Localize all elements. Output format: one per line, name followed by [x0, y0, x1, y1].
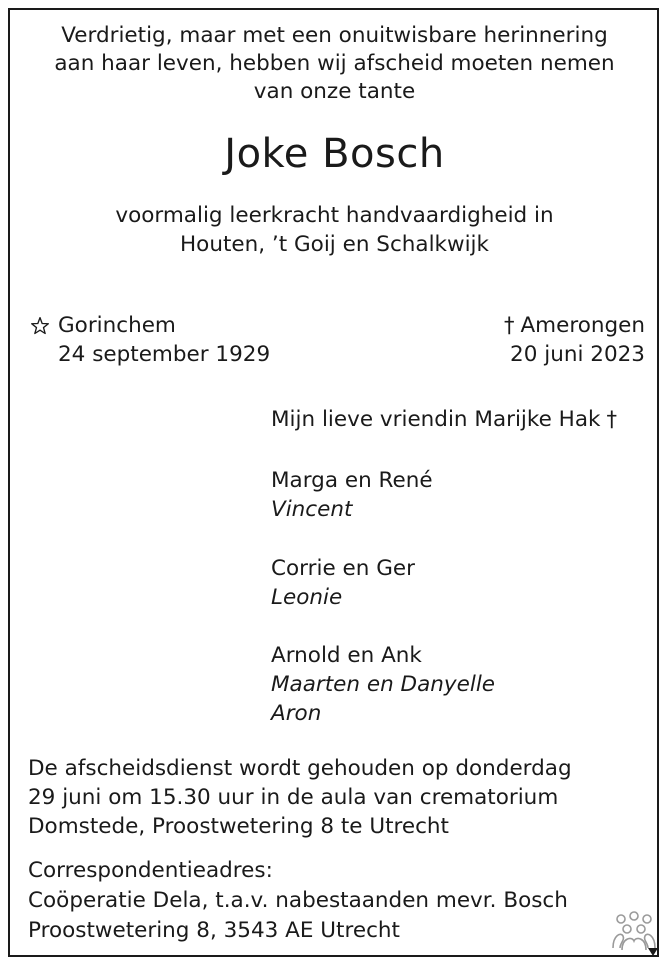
family-group-child: Aron [271, 701, 322, 726]
death-info [504, 311, 645, 369]
family-group [271, 641, 495, 728]
correspondence-address [28, 856, 568, 946]
family-group-child: Maarten en Danyelle [271, 672, 496, 697]
intro-line-2: aan haar leven, hebben wij afscheid moeten nemen [54, 51, 615, 76]
occupation-line-1: voormalig leerkracht handvaardigheid in [115, 203, 554, 228]
friend-name: Mijn lieve vriendin Marijke Hak [271, 407, 601, 432]
family-group-child: Leonie [271, 585, 343, 610]
intro-line-1: Verdrietig, maar met een onuitwisbare herinnering [61, 23, 608, 48]
address-line-2: Proostwetering 8, 3543 AE Utrecht [28, 918, 400, 943]
family-group-child: Vincent [271, 497, 353, 522]
cross-icon: † [606, 407, 617, 431]
star-icon [30, 316, 50, 336]
death-date: 20 juni 2023 [510, 342, 645, 367]
address-line-1: Coöperatie Dela, t.a.v. nabestaanden mevr. Bosch [28, 888, 568, 913]
occupation-text [0, 201, 669, 259]
intro-line-3: van onze tante [253, 79, 416, 104]
family-group-names: Arnold en Ank [271, 643, 422, 668]
intro-text [0, 22, 669, 106]
service-line-2: 29 juni om 15.30 uur in de aula van crematorium [28, 785, 559, 810]
birth-place: Gorinchem [58, 313, 176, 338]
deceased-name: Joke Bosch [224, 131, 445, 177]
service-info [28, 754, 572, 841]
address-label: Correspondentieadres: [28, 858, 273, 883]
birth-info [30, 311, 270, 369]
people-group-logo-icon [608, 910, 660, 960]
family-group-names: Marga en René [271, 468, 433, 493]
occupation-line-2: Houten, ’t Goij en Schalkwijk [180, 232, 489, 257]
family-group [271, 466, 433, 524]
service-line-1: De afscheidsdienst wordt gehouden op donderdag [28, 756, 572, 781]
family-group [271, 554, 415, 612]
service-line-3: Domstede, Proostwetering 8 te Utrecht [28, 814, 449, 839]
friend-line [271, 405, 617, 434]
cross-icon: † [503, 313, 515, 337]
birth-date: 24 september 1929 [58, 342, 271, 367]
death-place: Amerongen [520, 313, 645, 338]
family-group-names: Corrie en Ger [271, 556, 415, 581]
